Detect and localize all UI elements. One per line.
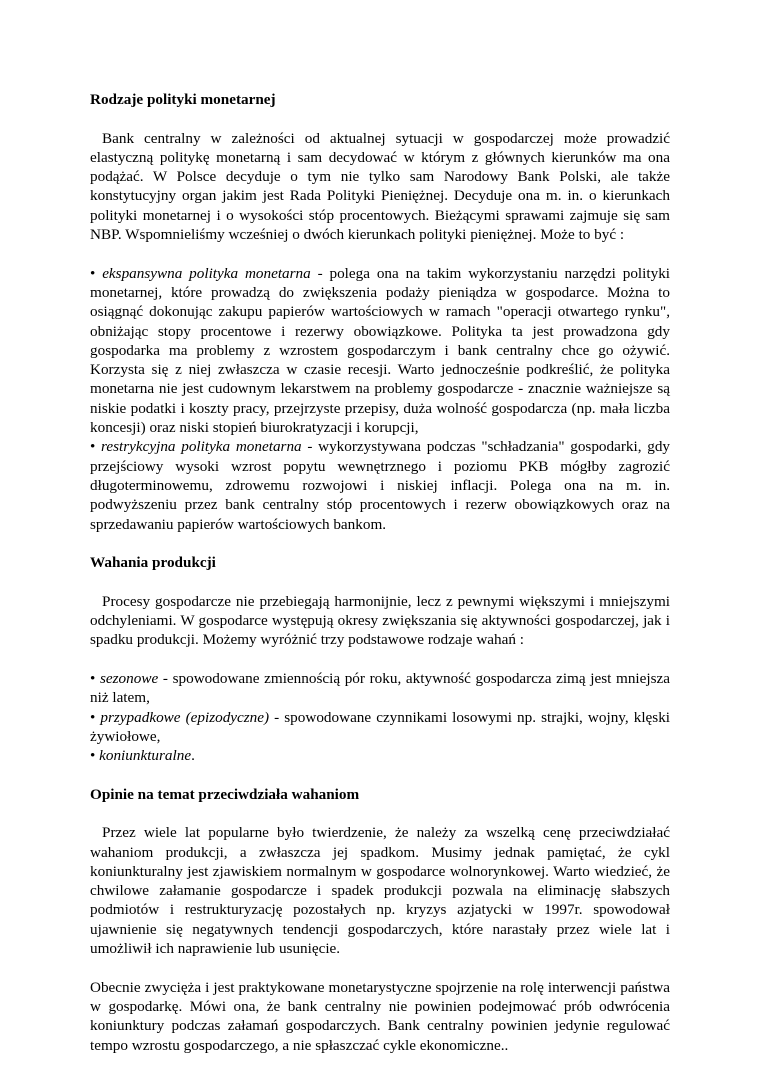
term-expansive-policy: ekspansywna polityka monetarna [102, 264, 311, 282]
section-heading-production-fluctuations: Wahania produkcji [90, 554, 216, 572]
term-random: przypadkowe (epizodyczne) [100, 708, 270, 726]
paragraph-intro-monetary-policy: Bank centralny w zależności od aktualnej sytuacji w gospodarczej może prowadzić elastyczną politykę monetarną i sam decydować w którym z głównych kierunków ma ona podążać. W Polsce decyduje o tym nie tylko sam Narodowy Bank Polski, ale także konstytucyjny organ jakim jest Rada Polityki Pieniężnej. Decyduje ona m. in. o kierunkach polityki monetarnej i o wysokości stóp procentowych. Bieżącymi sprawami zajmuje się sam NBP. Wspomnieliśmy wcześniej o dwóch kierunkach polityki pieniężnej. Może to być : [90, 129, 670, 244]
list-item-text: . [191, 747, 195, 765]
paragraph-opinions-2: Obecnie zwycięża i jest praktykowane monetarystyczne spojrzenie na rolę interwencji państwa w gospodarkę. Mówi ona, że bank centralny nie powinien podejmować prób odwrócenia koniunktury podczas załamań gospodarczych. Bank centralny powinien jedynie regulować tempo wzrostu gospodarczego, a nie spłaszczać cykle ekonomiczne.. [90, 978, 670, 1054]
list-item-text: - spowodowane czynnikami losowymi np. strajki, wojny, klęski żywiołowe, [90, 708, 671, 745]
list-item [90, 437, 670, 533]
list-item [90, 264, 670, 438]
document-page [90, 90, 670, 1055]
list-item-text: - spowodowane zmiennością pór roku, aktywność gospodarcza zimą jest mniejsza niż latem, [90, 669, 671, 707]
list-item-text: - wykorzystywana podczas "schładzania" gospodarki, gdy przejściowy wysoki wzrost popytu wewnętrznego i poziomu PKB mógłby zagrozić długoterminowemu, zdrowemu rozwojowi i niskiej inflacji. Polega ona na m. in. podwyższeniu przez bank centralny stóp procentowych i rezerw obowiązkowych oraz na sprzedawaniu papierów wartościowych bankom. [90, 438, 671, 533]
term-seasonal: sezonowe [100, 669, 159, 687]
section-heading-monetary-policy: Rodzaje polityki monetarnej [90, 91, 276, 108]
list-item [90, 669, 670, 708]
list-item-text: - polega ona na takim wykorzystaniu narzędzi polityki monetarnej, które prowadzą do zwiększenia podaży pieniądza w gospodarce. Można to osiągnąć dokonując zakupu papierów wartościowych w ramach "operacji otwartego rynku", obniżając stopy procentowe i rezerwy obowiązkowe. Polityka ta jest prowadzona gdy gospodarka ma problemy z wzrostem gospodarczym i bank centralny chce go ożywić. Korzysta się z niej zwłaszcza w czasie recesji. Warto jednocześnie podkreślić, że polityka monetarna nie jest cudownym lekarstwem na problemy gospodarcze - znacznie ważniejsze są niskie podatki i koszty pracy, przejrzyste przepisy, duża wolność gospodarcza (np. mała liczba koncesji) oraz niski stopień biurokratyzacji i korupcji, [90, 264, 671, 437]
section-heading-opinions: Opinie na temat przeciwdziała wahaniom [90, 785, 360, 803]
bullet-icon: • [90, 747, 96, 765]
list-item [90, 746, 670, 765]
list-item [90, 708, 670, 747]
term-restrictive-policy: restrykcyjna polityka monetarna [101, 438, 302, 456]
term-cyclical: koniunkturalne [99, 747, 192, 765]
paragraph-intro-fluctuations: Procesy gospodarcze nie przebiegają harmonijnie, lecz z pewnymi większymi i mniejszymi odchyleniami. W gospodarce występują okresy zwiększania się aktywności gospodarczej, jak i spadku produkcji. Możemy wyróżnić trzy podstawowe rodzaje wahań : [90, 592, 670, 649]
bullet-icon: • [90, 669, 96, 687]
bullet-icon: • [90, 438, 96, 456]
paragraph-opinions-1: Przez wiele lat popularne było twierdzenie, że należy za wszelką cenę przeciwdziałać wahaniom produkcji, a zwłaszcza jej spadkom. Musimy jednak pamiętać, że cykl koniunkturalny jest zjawiskiem normalnym w gospodarce wolnorynkowej. Warto wiedzieć, że chwilowe załamanie gospodarcze i spadek produkcji pozwala na eliminację słabszych podmiotów i restrukturyzację pozostałych np. kryzys azjatycki w 1997r. spowodował ujawnienie się negatywnych tendencji gospodarczych, które narastały przez wiele lat i umożliwił ich naprawienie lub usunięcie. [90, 824, 670, 958]
bullet-icon: • [90, 708, 96, 726]
bullet-icon: • [90, 264, 96, 282]
